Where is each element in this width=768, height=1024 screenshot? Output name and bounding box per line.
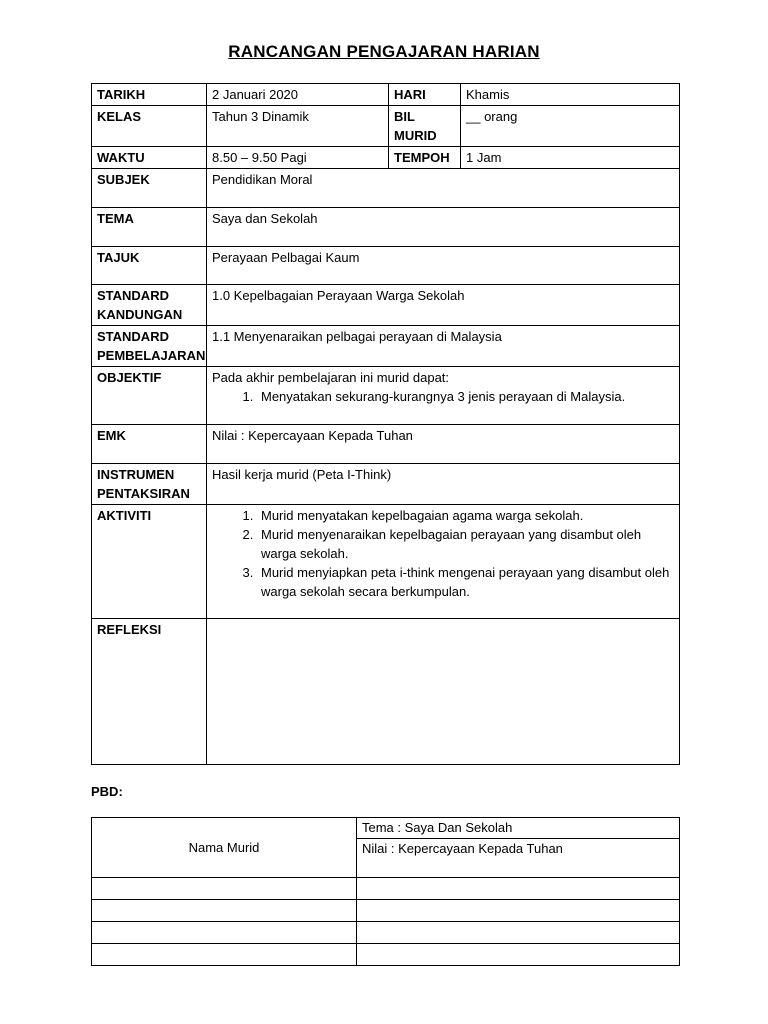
row-instrumen	[92, 464, 680, 505]
instrumen-value: Hasil kerja murid (Peta I-Think)	[207, 464, 680, 505]
row-aktiviti	[92, 505, 680, 619]
aktiviti-label: AKTIVITI	[92, 505, 207, 619]
bil-murid-value: __ orang	[461, 106, 680, 147]
pbd-student-row	[92, 878, 680, 900]
standard-kandungan-label	[92, 285, 207, 326]
row-standard-kandungan	[92, 285, 680, 326]
subjek-label: SUBJEK	[92, 169, 207, 208]
pbd-label: PBD:	[91, 784, 123, 799]
pbd-student-row	[92, 922, 680, 944]
bil-murid-label-line2: MURID	[394, 128, 437, 143]
row-kelas	[92, 106, 680, 147]
row-standard-pembelajaran	[92, 326, 680, 367]
subjek-value: Pendidikan Moral	[207, 169, 680, 208]
lesson-plan-table	[91, 83, 680, 765]
tajuk-value: Perayaan Pelbagai Kaum	[207, 247, 680, 285]
pbd-header-row	[92, 818, 680, 839]
waktu-value: 8.50 – 9.50 Pagi	[207, 147, 389, 169]
student-name-cell[interactable]	[92, 922, 357, 944]
emk-value: Nilai : Kepercayaan Kepada Tuhan	[207, 425, 680, 464]
student-score-cell[interactable]	[357, 900, 680, 922]
pbd-student-row	[92, 944, 680, 966]
row-refleksi	[92, 619, 680, 765]
aktiviti-item: 1. Murid menyatakan kepelbagaian agama warga sekolah.	[257, 506, 674, 525]
sk-label-line2: KANDUNGAN	[97, 307, 183, 322]
tempoh-label: TEMPOH	[389, 147, 461, 169]
aktiviti-list	[212, 506, 674, 601]
objektif-intro: Pada akhir pembelajaran ini murid dapat:	[212, 370, 450, 385]
sk-label-line1: STANDARD	[97, 288, 169, 303]
tempoh-value: 1 Jam	[461, 147, 680, 169]
objektif-list	[212, 387, 674, 406]
row-subjek	[92, 169, 680, 208]
student-name-cell[interactable]	[92, 944, 357, 966]
pbd-table	[91, 817, 680, 966]
standard-pembelajaran-value: 1.1 Menyenaraikan pelbagai perayaan di Malaysia	[207, 326, 680, 367]
student-name-cell[interactable]	[92, 900, 357, 922]
row-tema	[92, 208, 680, 247]
aktiviti-item: 2. Murid menyenaraikan kepelbagaian perayaan yang disambut oleh warga sekolah.	[257, 525, 674, 563]
bil-murid-label	[389, 106, 461, 147]
sp-label-line1: STANDARD	[97, 329, 169, 344]
student-name-cell[interactable]	[92, 878, 357, 900]
row-objektif	[92, 367, 680, 425]
standard-kandungan-value: 1.0 Kepelbagaian Perayaan Warga Sekolah	[207, 285, 680, 326]
row-waktu	[92, 147, 680, 169]
standard-pembelajaran-label	[92, 326, 207, 367]
kelas-label: KELAS	[92, 106, 207, 147]
kelas-value: Tahun 3 Dinamik	[207, 106, 389, 147]
tarikh-label: TARIKH	[92, 84, 207, 106]
sp-label-line2: PEMBELAJARAN	[97, 348, 206, 363]
page-title: RANCANGAN PENGAJARAN HARIAN	[228, 42, 540, 61]
nilai-header: Nilai : Kepercayaan Kepada Tuhan	[357, 839, 680, 878]
tajuk-label: TAJUK	[92, 247, 207, 285]
aktiviti-value	[207, 505, 680, 619]
hari-value: Khamis	[461, 84, 680, 106]
tarikh-value: 2 Januari 2020	[207, 84, 389, 106]
tema-label: TEMA	[92, 208, 207, 247]
nama-murid-header: Nama Murid	[92, 818, 357, 878]
hari-label: HARI	[389, 84, 461, 106]
student-score-cell[interactable]	[357, 878, 680, 900]
bil-murid-label-line1: BIL	[394, 109, 415, 124]
instrumen-label	[92, 464, 207, 505]
tema-header: Tema : Saya Dan Sekolah	[357, 818, 680, 839]
row-emk	[92, 425, 680, 464]
tema-value: Saya dan Sekolah	[207, 208, 680, 247]
student-score-cell[interactable]	[357, 944, 680, 966]
objektif-label: OBJEKTIF	[92, 367, 207, 425]
instrumen-label-line2: PENTAKSIRAN	[97, 486, 190, 501]
student-score-cell[interactable]	[357, 922, 680, 944]
emk-label: EMK	[92, 425, 207, 464]
objektif-value	[207, 367, 680, 425]
row-tarikh	[92, 84, 680, 106]
instrumen-label-line1: INSTRUMEN	[97, 467, 175, 482]
pbd-student-row	[92, 900, 680, 922]
objektif-item: 1. Menyatakan sekurang-kurangnya 3 jenis perayaan di Malaysia.	[257, 387, 674, 406]
waktu-label: WAKTU	[92, 147, 207, 169]
row-tajuk	[92, 247, 680, 285]
refleksi-label: REFLEKSI	[92, 619, 207, 765]
aktiviti-item: 3. Murid menyiapkan peta i-think mengenai perayaan yang disambut oleh warga sekolah secara berkumpulan.	[257, 563, 674, 601]
refleksi-value[interactable]	[207, 619, 680, 765]
